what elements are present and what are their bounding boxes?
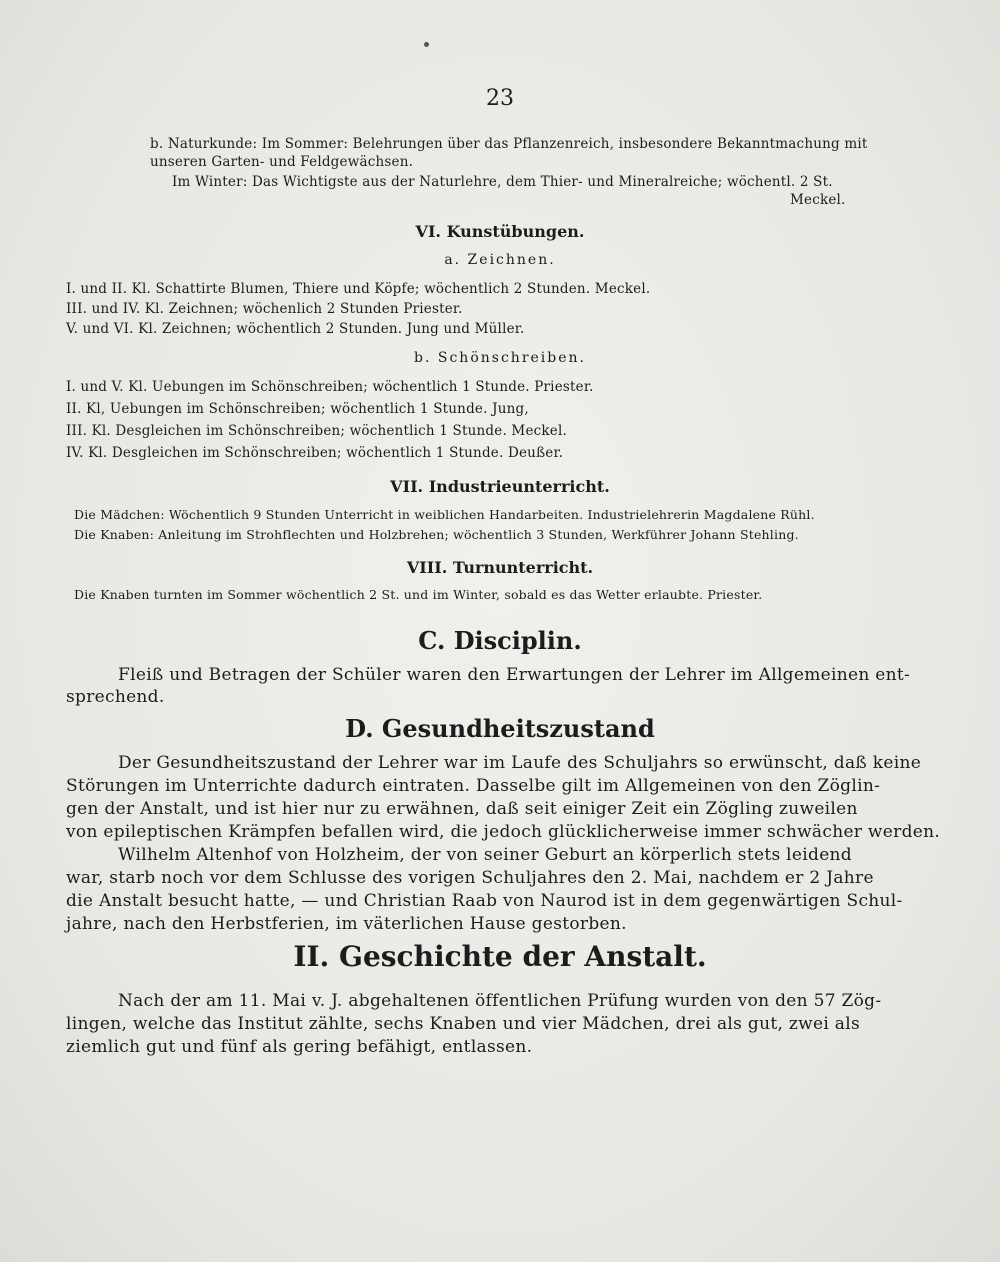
gesundheit-line: Der Gesundheitszustand der Lehrer war im Laufe des Schuljahrs so erwünscht, daß keine: [118, 753, 922, 773]
gesundheit-line: jahre, nach den Herbstferien, im väterlichen Hause gestorben.: [66, 914, 627, 934]
ink-dot: [424, 42, 429, 47]
gesundheit-line: die Anstalt besucht hatte, — und Christian Raab von Naurod ist in dem gegenwärtigen Schul-: [66, 891, 903, 911]
disciplin-line: Fleiß und Betragen der Schüler waren den Erwartungen der Lehrer im Allgemeinen ent-: [118, 665, 911, 685]
section-ii-heading: II. Geschichte der Anstalt.: [293, 940, 707, 973]
schoenschreiben-row: I. und V. Kl. Uebungen im Schönschreiben; wöchentlich 1 Stunde. Priester.: [66, 379, 594, 395]
industrie-row: Die Mädchen: Wöchentlich 9 Stunden Unterricht in weiblichen Handarbeiten. Industrielehrerin Magdalene Rühl.: [74, 507, 815, 522]
section-d-heading: D. Gesundheitszustand: [345, 714, 655, 743]
section-vi-sub-b: b. Schönschreiben.: [414, 350, 586, 366]
industrie-row: Die Knaben: Anleitung im Strohflechten und Holzbrehen; wöchentlich 3 Stunden, Werkführer Johann Stehling.: [74, 527, 799, 542]
section-vi-sub-a: a. Zeichnen.: [444, 252, 556, 268]
schoenschreiben-row: IV. Kl. Desgleichen im Schönschreiben; wöchentlich 1 Stunde. Deußer.: [66, 445, 564, 461]
zeichnen-row: V. und VI. Kl. Zeichnen; wöchentlich 2 Stunden. Jung und Müller.: [66, 321, 525, 337]
geschichte-line: lingen, welche das Institut zählte, sechs Knaben und vier Mädchen, drei als gut, zwei als: [66, 1014, 860, 1034]
gesundheit-line: von epileptischen Krämpfen befallen wird, die jedoch glücklicherweise immer schwächer werden.: [66, 822, 941, 842]
gesundheit-line: gen der Anstalt, und ist hier nur zu erwähnen, daß seit einiger Zeit ein Zögling zuweilen: [66, 799, 858, 819]
page-number: 23: [486, 86, 514, 111]
schoenschreiben-row: III. Kl. Desgleichen im Schönschreiben; wöchentlich 1 Stunde. Meckel.: [66, 423, 567, 439]
section-c-heading: C. Disciplin.: [418, 626, 582, 655]
zeichnen-row: I. und II. Kl. Schattirte Blumen, Thiere und Köpfe; wöchentlich 2 Stunden. Meckel.: [66, 281, 651, 297]
gesundheit-line: Wilhelm Altenhof von Holzheim, der von seiner Geburt an körperlich stets leidend: [118, 845, 852, 865]
zeichnen-row: III. und IV. Kl. Zeichnen; wöchenlich 2 Stunden Priester.: [66, 301, 463, 317]
section-vii-heading: VII. Industrieunterricht.: [390, 477, 610, 496]
turnen-row: Die Knaben turnten im Sommer wöchentlich 2 St. und im Winter, sobald es das Wetter erlaubte. Priester.: [74, 587, 763, 602]
naturkunde-teacher: Meckel.: [790, 192, 846, 208]
gesundheit-line: Störungen im Unterrichte dadurch eintraten. Dasselbe gilt im Allgemeinen von den Zöglin-: [66, 776, 881, 796]
naturkunde-line-1: b. Naturkunde: Im Sommer: Belehrungen über das Pflanzenreich, insbesondere Bekanntmachung mit: [150, 136, 868, 152]
section-viii-heading: VIII. Turnunterricht.: [406, 558, 594, 577]
naturkunde-line-3: Im Winter: Das Wichtigste aus der Naturlehre, dem Thier- und Mineralreiche; wöchentl. 2 St.: [172, 174, 833, 190]
gesundheit-line: war, starb noch vor dem Schlusse des vorigen Schuljahres den 2. Mai, nachdem er 2 Jahre: [66, 868, 874, 888]
disciplin-line: sprechend.: [66, 687, 165, 707]
section-vi-heading: VI. Kunstübungen.: [415, 222, 585, 241]
geschichte-line: Nach der am 11. Mai v. J. abgehaltenen öffentlichen Prüfung wurden von den 57 Zög-: [118, 991, 882, 1011]
naturkunde-line-2: unseren Garten- und Feldgewächsen.: [150, 154, 414, 170]
geschichte-line: ziemlich gut und fünf als gering befähigt, entlassen.: [66, 1037, 533, 1057]
schoenschreiben-row: II. Kl, Uebungen im Schönschreiben; wöchentlich 1 Stunde. Jung,: [66, 401, 529, 417]
